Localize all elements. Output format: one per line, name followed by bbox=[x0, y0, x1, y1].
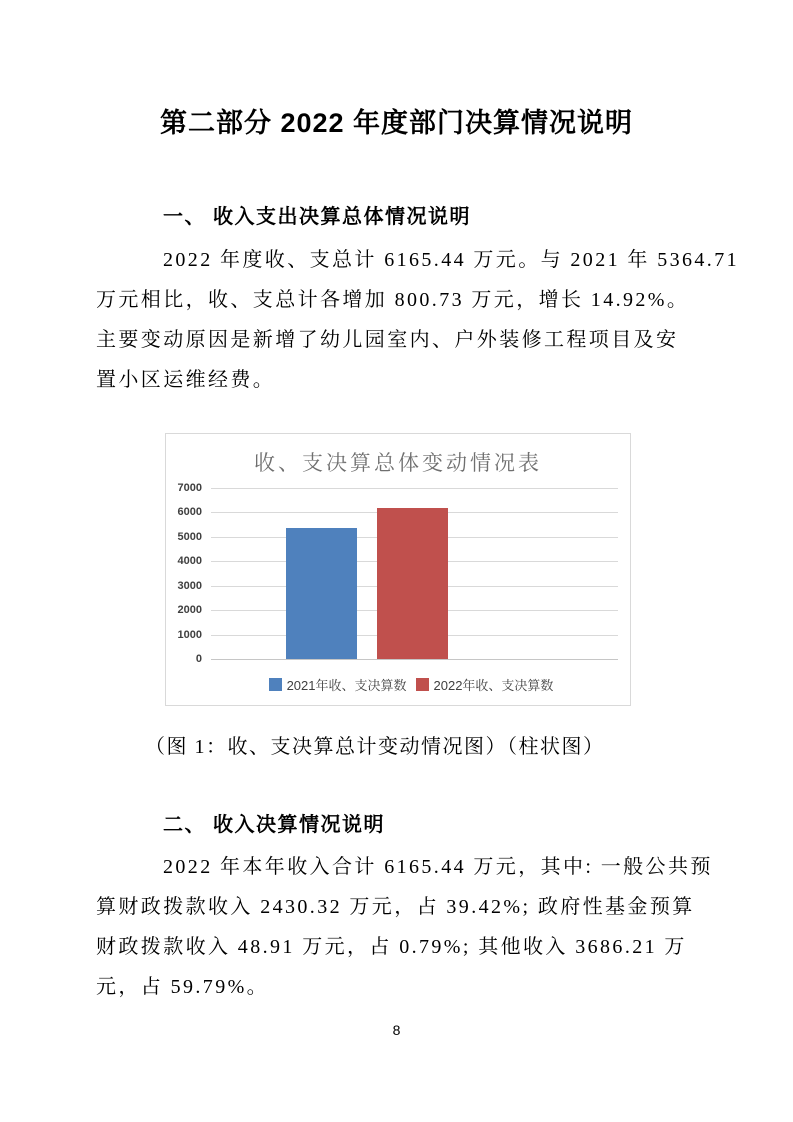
section-1-heading: 一、 收入支出决算总体情况说明 bbox=[163, 206, 472, 228]
section-2-heading: 二、 收入决算情况说明 bbox=[163, 814, 386, 836]
y-axis-tick-label: 4000 bbox=[177, 555, 202, 568]
legend-item bbox=[416, 675, 554, 694]
paragraph-line: 2022 年度收、支总计 6165.44 万元。与 2021 年 5364.71 bbox=[163, 249, 739, 271]
bar-series-0 bbox=[286, 528, 357, 659]
document-title: 第二部分 2022 年度部门决算情况说明 bbox=[159, 108, 634, 138]
legend-item bbox=[269, 675, 407, 694]
paragraph-line: 置小区运维经费。 bbox=[96, 369, 276, 391]
legend-label: 2022年收、支决算数 bbox=[433, 678, 554, 693]
y-axis-tick-label: 6000 bbox=[177, 506, 202, 519]
chart-title: 收、支决算总体变动情况表 bbox=[254, 452, 542, 475]
gridline bbox=[211, 488, 618, 489]
paragraph-line: 主要变动原因是新增了幼儿园室内、户外装修工程项目及安 bbox=[96, 329, 679, 351]
legend-swatch-2022 bbox=[416, 678, 429, 691]
y-axis-tick-label: 7000 bbox=[177, 482, 202, 494]
bar-chart bbox=[165, 433, 631, 706]
y-axis-tick-label: 5000 bbox=[177, 530, 202, 543]
paragraph-line: 2022 年本年收入合计 6165.44 万元，其中: 一般公共预 bbox=[163, 856, 713, 878]
y-axis-tick-label: 3000 bbox=[177, 579, 202, 592]
chart-legend bbox=[166, 675, 630, 694]
y-axis-tick-label: 0 bbox=[195, 653, 202, 665]
bar-series-1 bbox=[377, 508, 448, 659]
page-number: 8 bbox=[392, 1022, 401, 1038]
figure-caption: （图 1：收、支决算总计变动情况图）（柱状图） bbox=[145, 736, 605, 758]
gridline bbox=[211, 659, 618, 660]
paragraph-line: 元，占 59.79%。 bbox=[96, 976, 270, 998]
legend-label: 2021年收、支决算数 bbox=[286, 678, 407, 693]
legend-swatch-2021 bbox=[269, 678, 282, 691]
y-axis-tick-label: 2000 bbox=[177, 604, 202, 617]
chart-plot bbox=[177, 482, 618, 665]
paragraph-line: 算财政拨款收入 2430.32 万元，占 39.42%; 政府性基金预算 bbox=[96, 896, 695, 918]
y-axis-tick-label: 1000 bbox=[177, 628, 202, 641]
paragraph-line: 财政拨款收入 48.91 万元，占 0.79%; 其他收入 3686.21 万 bbox=[96, 936, 687, 958]
paragraph-line: 万元相比，收、支总计各增加 800.73 万元，增长 14.92%。 bbox=[96, 289, 690, 311]
